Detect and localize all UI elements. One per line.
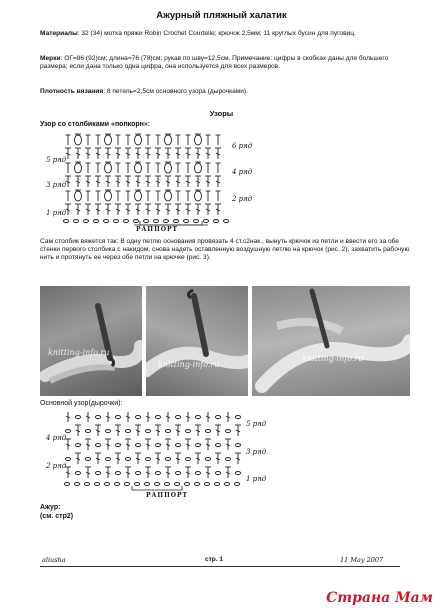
popcorn-row-label-5: 5 ряд: [46, 156, 67, 164]
density-label: Плотность вязания: [40, 88, 104, 95]
photo-1-watermark: knitting-info.ru: [48, 348, 110, 357]
page-title: Ажурный пляжный халатик: [156, 10, 287, 21]
site-logo: Страна Мам: [326, 590, 433, 606]
density-text: : 8 петель=2,5см основного узора (дырочками).: [103, 88, 249, 95]
crochet-hook-image-2: [146, 286, 248, 396]
popcorn-row-label-3: 3 ряд: [46, 181, 67, 189]
density-paragraph: [40, 88, 412, 96]
photo-1: [40, 286, 142, 396]
footer-author: aliusha: [42, 556, 66, 564]
measures-paragraph: [40, 55, 412, 71]
main-pattern-chart-diagram: [62, 412, 246, 496]
popcorn-row-label-2: 2 ряд: [232, 195, 253, 203]
footer-date: 11 May 2007: [340, 556, 384, 564]
main-row-label-2: 2 ряд: [46, 462, 67, 470]
photo-3-watermark: knitting-info.ru: [302, 354, 364, 363]
main-row-label-1: 1 ряд: [246, 475, 267, 483]
openwork-title: Ажур:: [40, 504, 61, 511]
materials-label: Материалы: [40, 30, 78, 37]
footer-rule: [40, 566, 400, 567]
main-rapport-label: РАППОРТ: [146, 492, 188, 499]
main-pattern-title: Основной узор(дырочки):: [40, 400, 123, 407]
rapport-bracket: [134, 221, 208, 225]
photo-2: [146, 286, 248, 396]
popcorn-row-label-4: 4 ряд: [232, 168, 253, 176]
measures-text: : ОГ=86 (92)см; длина=76 (78)см; рукав по шву=12,5см. Примечание: цифры в скобках даны для большего размера; если дана только одна цифра, она используется для всех размеров.: [40, 55, 389, 71]
main-row-label-3: 3 ряд: [246, 448, 267, 456]
materials-paragraph: [40, 30, 412, 38]
photo-2-watermark: knitting-info.ru: [158, 360, 220, 369]
main-row-label-5: 5 ряд: [246, 420, 267, 428]
main-row-label-4: 4 ряд: [46, 434, 67, 442]
popcorn-title: Узор со столбиками «попкорн»:: [40, 121, 151, 128]
popcorn-chart-diagram: [62, 133, 234, 233]
footer-page-number: стр. 1: [205, 556, 223, 563]
crochet-hook-image-3: [252, 286, 410, 396]
materials-text: : 32 (34) мотка пряжи Robin Crochet Courtelle; крючок 2,5мм; 11 круглых бусин для пуговиц.: [77, 30, 356, 37]
openwork-ref: (см. стр2): [40, 513, 74, 520]
popcorn-row-label-1: 1 ряд: [46, 209, 67, 217]
crochet-hook-image-1: [40, 286, 142, 396]
measures-label: Мерки: [40, 55, 61, 62]
photo-3: [252, 286, 410, 396]
photo-strip: [40, 286, 410, 396]
rapport-bracket-2: [132, 486, 182, 490]
instructions-paragraph: Сам столбик вяжется так: В одну петлю основания провязать 4 ст.с2нак., вынуть крючок из петли и ввести его за обе стенки первого столбика с накидом, снова надеть оставленную воздушную петлю на крючок (рис. 2), захватить рабочую нить и протянуть ее через обе петли на крючке (рис. 3).: [40, 238, 410, 262]
patterns-heading: Узоры: [209, 109, 234, 118]
popcorn-rapport-label: РАППОРТ: [136, 226, 178, 233]
popcorn-row-label-6: 6 ряд: [232, 142, 253, 150]
